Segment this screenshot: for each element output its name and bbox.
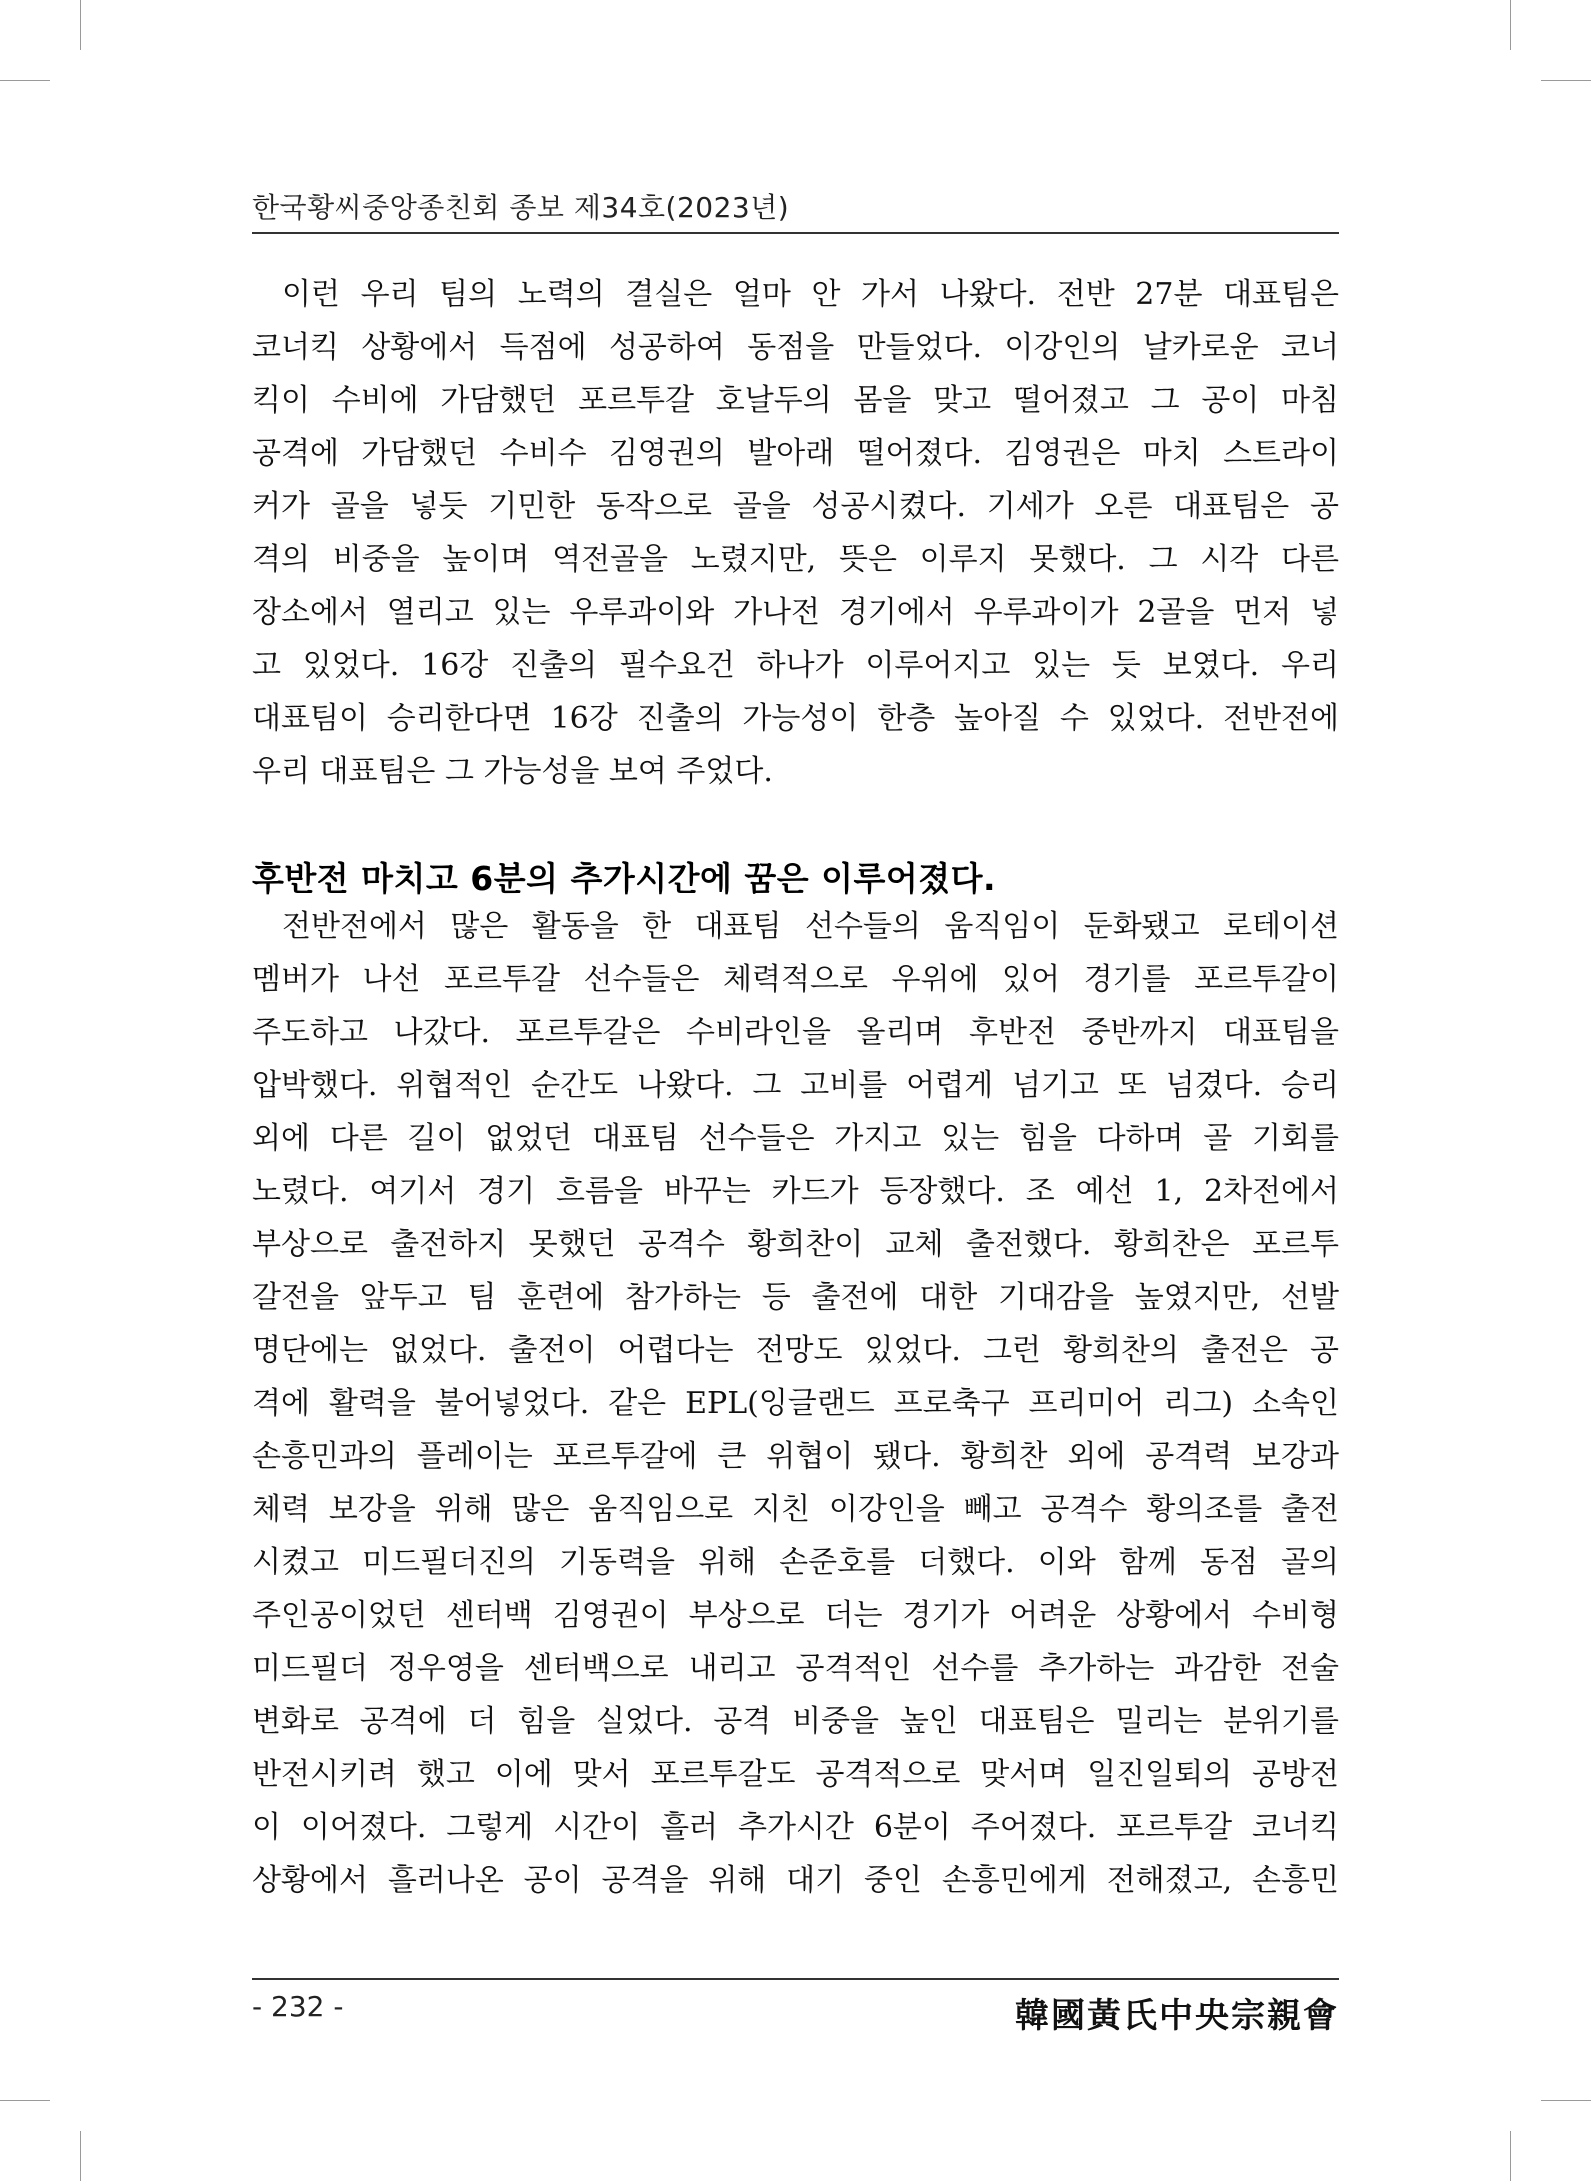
crop-mark bbox=[0, 80, 50, 81]
footer-organization: 韓國黃氏中央宗親會 bbox=[1015, 1996, 1339, 2036]
text-line: 코너킥 상황에서 득점에 성공하여 동점을 만들었다. 이강인의 날카로운 코너 bbox=[252, 330, 1339, 365]
text-line: 멤버가 나선 포르투갈 선수들은 체력적으로 우위에 있어 경기를 포르투갈이 bbox=[252, 962, 1339, 997]
text-line: 갈전을 앞두고 팀 훈련에 참가하는 등 출전에 대한 기대감을 높였지만, 선발 bbox=[252, 1280, 1339, 1315]
text-line: 시켰고 미드필더진의 기동력을 위해 손준호를 더했다. 이와 함께 동점 골의 bbox=[252, 1545, 1339, 1580]
crop-mark bbox=[0, 2100, 50, 2101]
crop-mark bbox=[1541, 80, 1591, 81]
text-line: 격의 비중을 높이며 역전골을 노렸지만, 뜻은 이루지 못했다. 그 시각 다른 bbox=[252, 542, 1339, 577]
crop-mark bbox=[1541, 2100, 1591, 2101]
text-line: 주도하고 나갔다. 포르투갈은 수비라인을 올리며 후반전 중반까지 대표팀을 bbox=[252, 1015, 1339, 1050]
crop-mark bbox=[80, 2131, 81, 2181]
text-line: 킥이 수비에 가담했던 포르투갈 호날두의 몸을 맞고 떨어졌고 그 공이 마침 bbox=[252, 383, 1339, 418]
crop-mark bbox=[1510, 2131, 1511, 2181]
text-line: 변화로 공격에 더 힘을 실었다. 공격 비중을 높인 대표팀은 밀리는 분위기를 bbox=[252, 1704, 1339, 1739]
text-line: 격에 활력을 불어넣었다. 같은 EPL(잉글랜드 프로축구 프리미어 리그) 소속인 bbox=[252, 1386, 1339, 1421]
text-line: 외에 다른 길이 없었던 대표팀 선수들은 가지고 있는 힘을 다하며 골 기회를 bbox=[252, 1121, 1339, 1156]
text-line: 커가 골을 넣듯 기민한 동작으로 골을 성공시켰다. 기세가 오른 대표팀은 공 bbox=[252, 489, 1339, 524]
section-heading: 후반전 마치고 6분의 추가시간에 꿈은 이루어졌다. bbox=[252, 859, 997, 898]
text-line: 이 이어졌다. 그렇게 시간이 흘러 추가시간 6분이 주어졌다. 포르투갈 코너킥 bbox=[252, 1810, 1339, 1845]
text-line: 공격에 가담했던 수비수 김영권의 발아래 떨어졌다. 김영권은 마치 스트라이 bbox=[252, 436, 1339, 471]
section-2-body bbox=[252, 900, 1339, 1907]
crop-mark bbox=[80, 0, 81, 50]
text-line: 우리 대표팀은 그 가능성을 보여 주었다. bbox=[252, 754, 773, 789]
text-line: 부상으로 출전하지 못했던 공격수 황희찬이 교체 출전했다. 황희찬은 포르투 bbox=[252, 1227, 1339, 1262]
text-line: 명단에는 없었다. 출전이 어렵다는 전망도 있었다. 그런 황희찬의 출전은 공 bbox=[252, 1333, 1339, 1368]
text-line: 미드필더 정우영을 센터백으로 내리고 공격적인 선수를 추가하는 과감한 전술 bbox=[252, 1651, 1339, 1686]
text-line: 대표팀이 승리한다면 16강 진출의 가능성이 한층 높아질 수 있었다. 전반전에 bbox=[252, 701, 1339, 736]
text-line: 압박했다. 위협적인 순간도 나왔다. 그 고비를 어렵게 넘기고 또 넘겼다. 승리 bbox=[252, 1068, 1339, 1103]
crop-mark bbox=[1510, 0, 1511, 50]
text-line: 주인공이었던 센터백 김영권이 부상으로 더는 경기가 어려운 상황에서 수비형 bbox=[252, 1598, 1339, 1633]
text-line: 반전시키려 했고 이에 맞서 포르투갈도 공격적으로 맞서며 일진일퇴의 공방전 bbox=[252, 1757, 1339, 1792]
text-line: 손흥민과의 플레이는 포르투갈에 큰 위협이 됐다. 황희찬 외에 공격력 보강과 bbox=[252, 1439, 1339, 1474]
running-header: 한국황씨중앙종친회 종보 제34호(2023년) bbox=[252, 191, 790, 224]
text-line: 이런 우리 팀의 노력의 결실은 얼마 안 가서 나왔다. 전반 27분 대표팀은 bbox=[282, 277, 1339, 312]
text-line: 체력 보강을 위해 많은 움직임으로 지친 이강인을 빼고 공격수 황의조를 출전 bbox=[252, 1492, 1339, 1527]
text-line: 장소에서 열리고 있는 우루과이와 가나전 경기에서 우루과이가 2골을 먼저 넣 bbox=[252, 595, 1339, 630]
text-line: 전반전에서 많은 활동을 한 대표팀 선수들의 움직임이 둔화됐고 로테이션 bbox=[282, 909, 1339, 944]
header-divider bbox=[252, 232, 1339, 234]
text-line: 노렸다. 여기서 경기 흐름을 바꾸는 카드가 등장했다. 조 예선 1, 2차전에서 bbox=[252, 1174, 1339, 1209]
footer-divider bbox=[252, 1978, 1339, 1980]
text-line: 고 있었다. 16강 진출의 필수요건 하나가 이루어지고 있는 듯 보였다. 우리 bbox=[252, 648, 1339, 683]
text-line: 상황에서 흘러나온 공이 공격을 위해 대기 중인 손흥민에게 전해졌고, 손흥민 bbox=[252, 1863, 1339, 1898]
section-1-body bbox=[252, 268, 1339, 798]
page-number: - 232 - bbox=[252, 1990, 344, 2023]
